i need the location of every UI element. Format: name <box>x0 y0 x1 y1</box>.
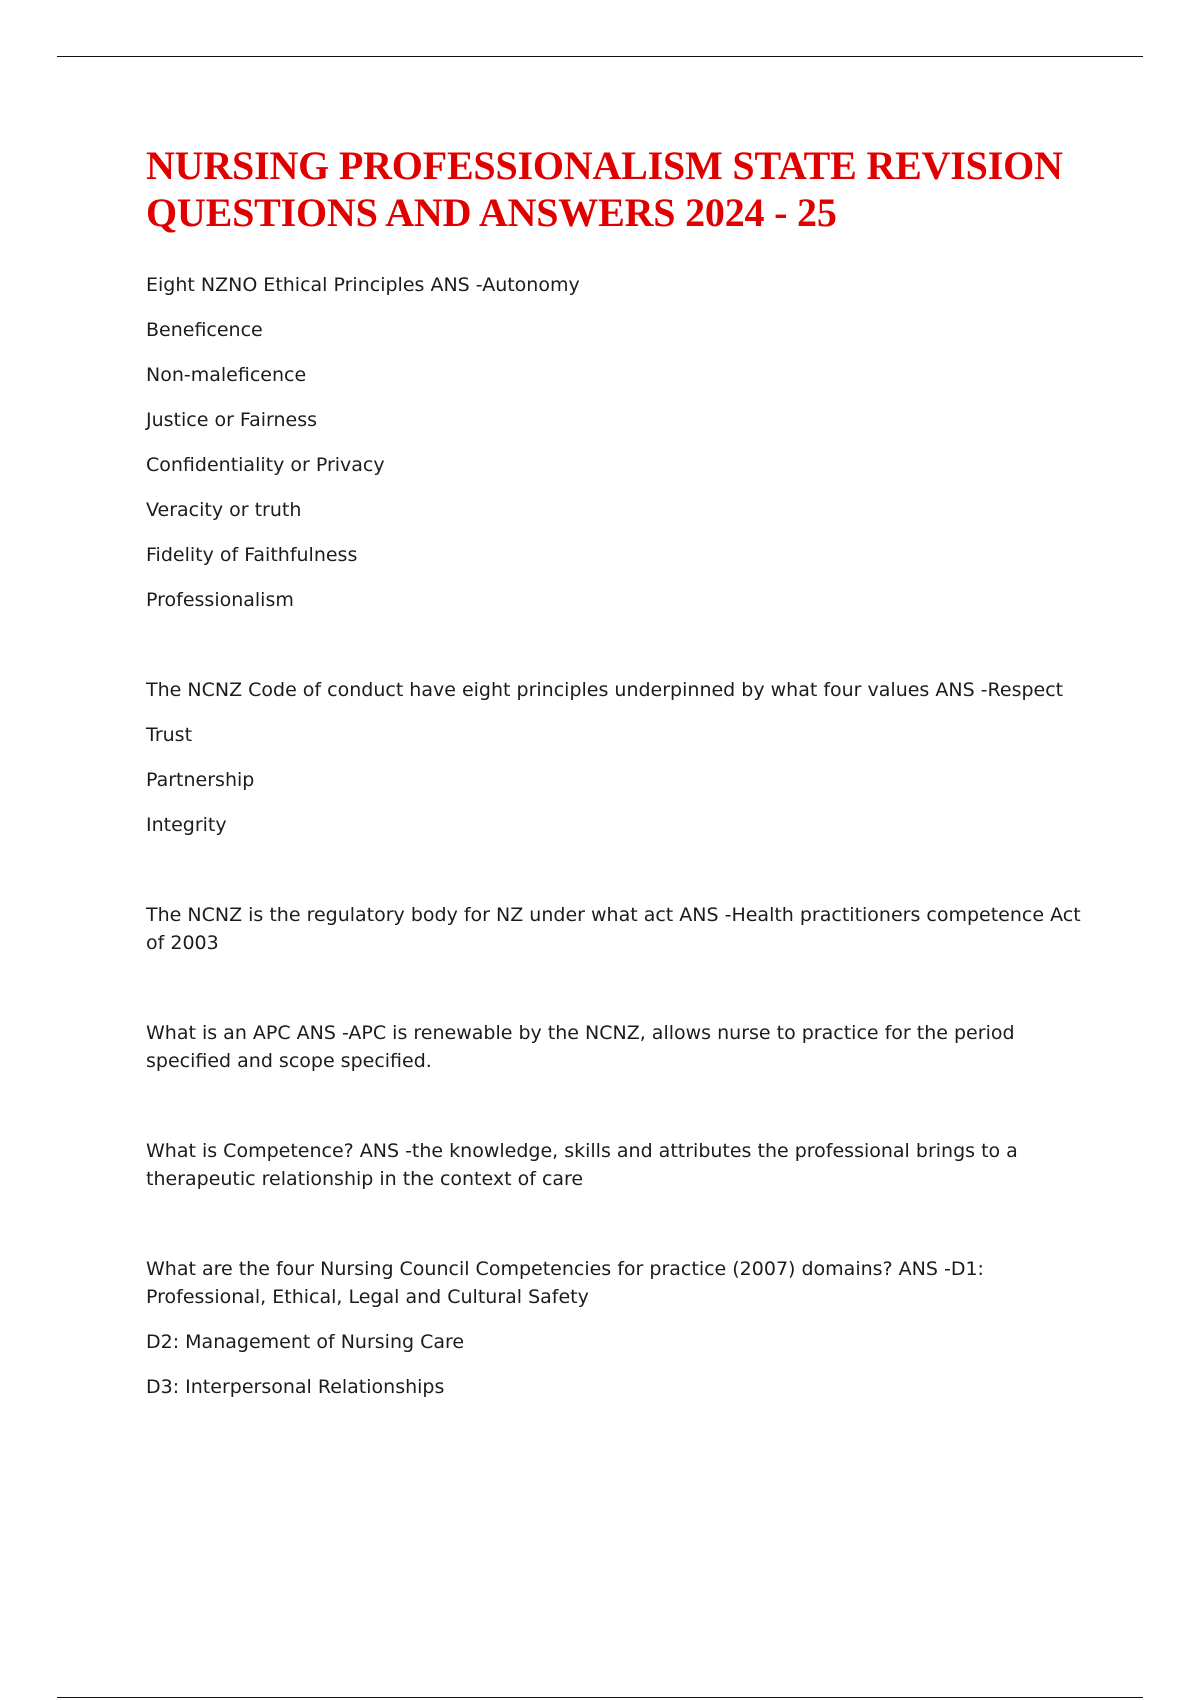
qa-item-ethical-principles <box>146 271 1096 614</box>
document-body <box>146 142 1096 1401</box>
qa-line: Fidelity of Faithfulness <box>146 544 358 566</box>
qa-line: Veracity or truth <box>146 499 302 521</box>
qa-line: Beneficence <box>146 319 263 341</box>
qa-line: Justice or Fairness <box>146 409 318 431</box>
qa-line: What are the four Nursing Council Competencies for practice (2007) domains? ANS -D1: Professional, Ethical, Legal and Cultural Safety <box>146 1258 984 1308</box>
qa-item-competency-domains <box>146 1255 1096 1401</box>
top-rule <box>57 56 1143 57</box>
qa-item-code-of-conduct-values <box>146 676 1096 839</box>
qa-line: Professionalism <box>146 589 294 611</box>
bottom-rule <box>57 1697 1143 1698</box>
qa-line: Non-maleficence <box>146 364 307 386</box>
qa-line: D3: Interpersonal Relationships <box>146 1376 445 1398</box>
qa-line: Trust <box>146 724 193 746</box>
qa-item-regulatory-act <box>146 901 1096 957</box>
qa-line: Eight NZNO Ethical Principles ANS -Autonomy <box>146 274 580 296</box>
qa-item-apc <box>146 1019 1096 1075</box>
qa-line: What is an APC ANS -APC is renewable by the NCNZ, allows nurse to practice for the period specified and scope specified. <box>146 1022 1015 1072</box>
qa-line: Partnership <box>146 769 255 791</box>
qa-line: The NCNZ is the regulatory body for NZ under what act ANS -Health practitioners competence Act of 2003 <box>146 904 1081 954</box>
qa-item-competence <box>146 1137 1096 1193</box>
qa-line: Confidentiality or Privacy <box>146 454 385 476</box>
qa-line: The NCNZ Code of conduct have eight principles underpinned by what four values ANS -Respect <box>146 679 1064 701</box>
qa-line: Integrity <box>146 814 227 836</box>
qa-line: D2: Management of Nursing Care <box>146 1331 465 1353</box>
qa-line: What is Competence? ANS -the knowledge, skills and attributes the professional brings to a therapeutic relationship in the context of care <box>146 1140 1018 1190</box>
document-title: NURSING PROFESSIONALISM STATE REVISION QUESTIONS AND ANSWERS 2024 - 25 <box>146 143 1063 235</box>
